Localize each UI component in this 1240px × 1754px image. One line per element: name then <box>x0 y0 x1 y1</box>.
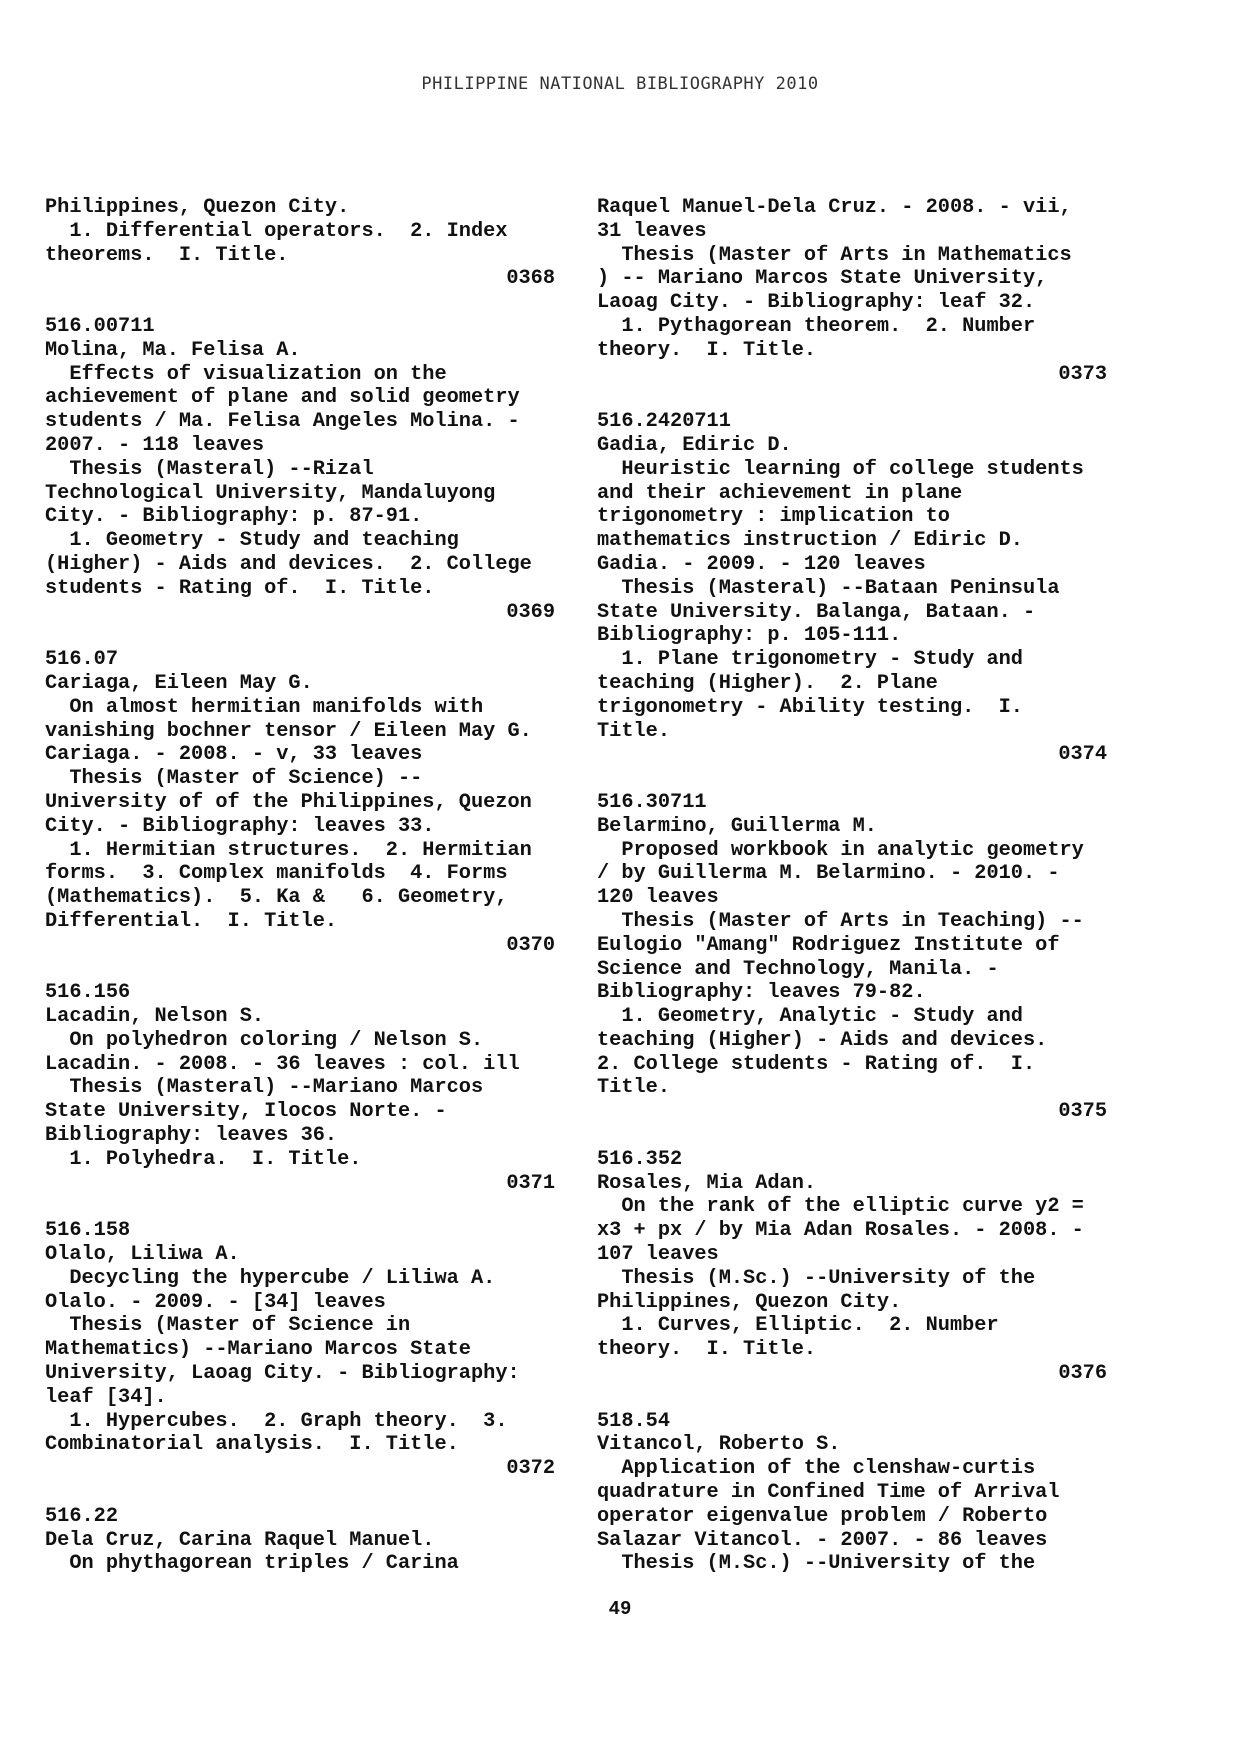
text-line: 516.158 <box>45 1219 131 1243</box>
text-line: Rosales, Mia Adan. <box>597 1171 817 1195</box>
text-line: 120 leaves <box>597 886 719 910</box>
text-line: teaching (Higher) - Aids and devices. <box>597 1028 1048 1052</box>
text-line: Effects of visualization on the <box>45 362 447 386</box>
text-line: Bibliography: leaves 36. <box>45 1124 338 1148</box>
text-line: Title. <box>597 1076 671 1100</box>
text-line: Salazar Vitancol. - 2007. - 86 leaves <box>597 1528 1048 1552</box>
text-line: 1. Geometry, Analytic - Study and <box>597 1005 1023 1029</box>
text-line: 1. Curves, Elliptic. 2. Number <box>597 1314 999 1338</box>
text-line: Mathematics) --Mariano Marcos State <box>45 1338 471 1362</box>
entry-number: 0372 <box>506 1457 555 1481</box>
text-line: Laoag City. - Bibliography: leaf 32. <box>597 291 1036 315</box>
text-line: Cariaga, Eileen May G. <box>45 671 313 695</box>
text-line: 2007. - 118 leaves <box>45 433 265 457</box>
text-line: theory. I. Title. <box>597 338 817 362</box>
text-line: 516.156 <box>45 981 131 1005</box>
text-line: On almost hermitian manifolds with <box>45 695 484 719</box>
spacer <box>597 1386 1107 1410</box>
text-line: Differential. I. Title. <box>45 909 338 933</box>
text-line: Thesis (Master of Arts in Mathematics <box>597 243 1072 267</box>
text-line: forms. 3. Complex manifolds 4. Forms <box>45 862 508 886</box>
text-line: Science and Technology, Manila. - <box>597 957 999 981</box>
text-line: 516.22 <box>45 1504 119 1528</box>
entry-number: 0368 <box>506 267 555 291</box>
text-line: Thesis (Master of Science) -- <box>45 767 423 791</box>
text-line: x3 + px / by Mia Adan Rosales. - 2008. - <box>597 1219 1084 1243</box>
text-line: Thesis (Masteral) --Mariano Marcos <box>45 1076 484 1100</box>
text-line: 1. Polyhedra. I. Title. <box>45 1147 362 1171</box>
text-line: 107 leaves <box>597 1243 719 1267</box>
text-line: Bibliography: p. 105-111. <box>597 624 902 648</box>
text-line: 516.07 <box>45 648 119 672</box>
text-line: University of of the Philippines, Quezon <box>45 790 532 814</box>
text-line: Technological University, Mandaluyong <box>45 481 496 505</box>
text-line: 1. Geometry - Study and teaching <box>45 529 459 553</box>
entry-number: 0370 <box>506 933 555 957</box>
text-line: Philippines, Quezon City. <box>597 1290 902 1314</box>
text-line: On the rank of the elliptic curve y2 = <box>597 1195 1084 1219</box>
spacer <box>597 1124 1107 1148</box>
left-column <box>45 196 555 1576</box>
text-line: Thesis (Masteral) --Bataan Peninsula <box>597 576 1060 600</box>
text-line: / by Guillerma M. Belarmino. - 2010. - <box>597 862 1060 886</box>
entry-number: 0374 <box>1058 743 1107 767</box>
text-line: Thesis (Master of Science in <box>45 1314 411 1338</box>
spacer <box>45 624 555 648</box>
text-line: trigonometry - Ability testing. I. <box>597 695 1023 719</box>
text-line: 516.30711 <box>597 790 707 814</box>
text-line: Lacadin, Nelson S. <box>45 1005 265 1029</box>
text-line: Eulogio "Amang" Rodriguez Institute of <box>597 933 1060 957</box>
spacer <box>45 958 555 982</box>
text-line: Application of the clenshaw-curtis <box>597 1457 1036 1481</box>
text-line: State University, Ilocos Norte. - <box>45 1100 447 1124</box>
text-line: Thesis (Master of Arts in Teaching) -- <box>597 909 1084 933</box>
text-line: students - Rating of. I. Title. <box>45 576 435 600</box>
text-line: City. - Bibliography: p. 87-91. <box>45 505 423 529</box>
text-line: Belarmino, Guillerma M. <box>597 814 877 838</box>
text-line: Gadia. - 2009. - 120 leaves <box>597 552 926 576</box>
text-line: Cariaga. - 2008. - v, 33 leaves <box>45 743 423 767</box>
entry-number: 0373 <box>1058 362 1107 386</box>
text-line: teaching (Higher). 2. Plane <box>597 671 938 695</box>
text-line: 516.2420711 <box>597 410 731 434</box>
text-line: Vitancol, Roberto S. <box>597 1433 841 1457</box>
text-line: 1. Hypercubes. 2. Graph theory. 3. <box>45 1409 508 1433</box>
text-line: State University. Balanga, Bataan. - <box>597 600 1036 624</box>
spacer <box>597 386 1107 410</box>
text-line: Thesis (M.Sc.) --University of the <box>597 1552 1036 1576</box>
text-line: Raquel Manuel-Dela Cruz. - 2008. - vii, <box>597 196 1072 219</box>
text-line: achievement of plane and solid geometry <box>45 386 520 410</box>
text-line: quadrature in Confined Time of Arrival <box>597 1481 1060 1505</box>
text-line: Lacadin. - 2008. - 36 leaves : col. ill <box>45 1052 520 1076</box>
entry-number: 0369 <box>506 600 555 624</box>
text-line: Heuristic learning of college students <box>597 457 1084 481</box>
text-line: Thesis (Masteral) --Rizal <box>45 457 374 481</box>
spacer <box>45 1481 555 1505</box>
entry-number: 0371 <box>506 1171 555 1195</box>
text-line: 1. Plane trigonometry - Study and <box>597 648 1023 672</box>
text-line: mathematics instruction / Ediric D. <box>597 529 1023 553</box>
text-line: Decycling the hypercube / Liliwa A. <box>45 1266 496 1290</box>
text-line: Thesis (M.Sc.) --University of the <box>597 1266 1036 1290</box>
text-line: operator eigenvalue problem / Roberto <box>597 1504 1048 1528</box>
text-line: students / Ma. Felisa Angeles Molina. - <box>45 410 520 434</box>
text-line: 516.352 <box>597 1147 683 1171</box>
text-line: City. - Bibliography: leaves 33. <box>45 814 435 838</box>
text-line: and their achievement in plane <box>597 481 963 505</box>
text-line: On phythagorean triples / Carina <box>45 1552 459 1576</box>
text-line: Olalo, Liliwa A. <box>45 1243 240 1267</box>
page-number: 49 <box>608 1598 632 1620</box>
text-line: vanishing bochner tensor / Eileen May G. <box>45 719 532 743</box>
text-line: University, Laoag City. - Bibliography: <box>45 1362 520 1386</box>
text-line: Philippines, Quezon City. <box>45 196 350 219</box>
text-line: 1. Pythagorean theorem. 2. Number <box>597 314 1036 338</box>
right-column <box>597 196 1107 1576</box>
text-line: trigonometry : implication to <box>597 505 950 529</box>
running-header: PHILIPPINE NATIONAL BIBLIOGRAPHY 2010 <box>421 74 819 94</box>
text-line: theory. I. Title. <box>597 1338 817 1362</box>
entry-number: 0375 <box>1058 1100 1107 1124</box>
spacer <box>597 767 1107 791</box>
entry-number: 0376 <box>1058 1362 1107 1386</box>
text-line: ) -- Mariano Marcos State University, <box>597 267 1048 291</box>
text-line: 518.54 <box>597 1409 671 1433</box>
spacer <box>45 291 555 315</box>
spacer <box>45 1195 555 1219</box>
text-line: Olalo. - 2009. - [34] leaves <box>45 1290 386 1314</box>
text-line: Title. <box>597 719 671 743</box>
text-line: Proposed workbook in analytic geometry <box>597 838 1084 862</box>
text-line: (Higher) - Aids and devices. 2. College <box>45 552 532 576</box>
text-line: 1. Differential operators. 2. Index <box>45 219 508 243</box>
text-line: (Mathematics). 5. Ka & 6. Geometry, <box>45 886 508 910</box>
text-line: Combinatorial analysis. I. Title. <box>45 1433 459 1457</box>
text-line: Gadia, Ediric D. <box>597 433 792 457</box>
text-line: Bibliography: leaves 79-82. <box>597 981 926 1005</box>
text-line: 31 leaves <box>597 219 707 243</box>
text-line: 1. Hermitian structures. 2. Hermitian <box>45 838 532 862</box>
text-line: On polyhedron coloring / Nelson S. <box>45 1028 484 1052</box>
text-line: theorems. I. Title. <box>45 243 289 267</box>
text-line: leaf [34]. <box>45 1385 167 1409</box>
text-line: Dela Cruz, Carina Raquel Manuel. <box>45 1528 435 1552</box>
text-line: Molina, Ma. Felisa A. <box>45 338 301 362</box>
text-line: 2. College students - Rating of. I. <box>597 1052 1036 1076</box>
text-line: 516.00711 <box>45 314 155 338</box>
